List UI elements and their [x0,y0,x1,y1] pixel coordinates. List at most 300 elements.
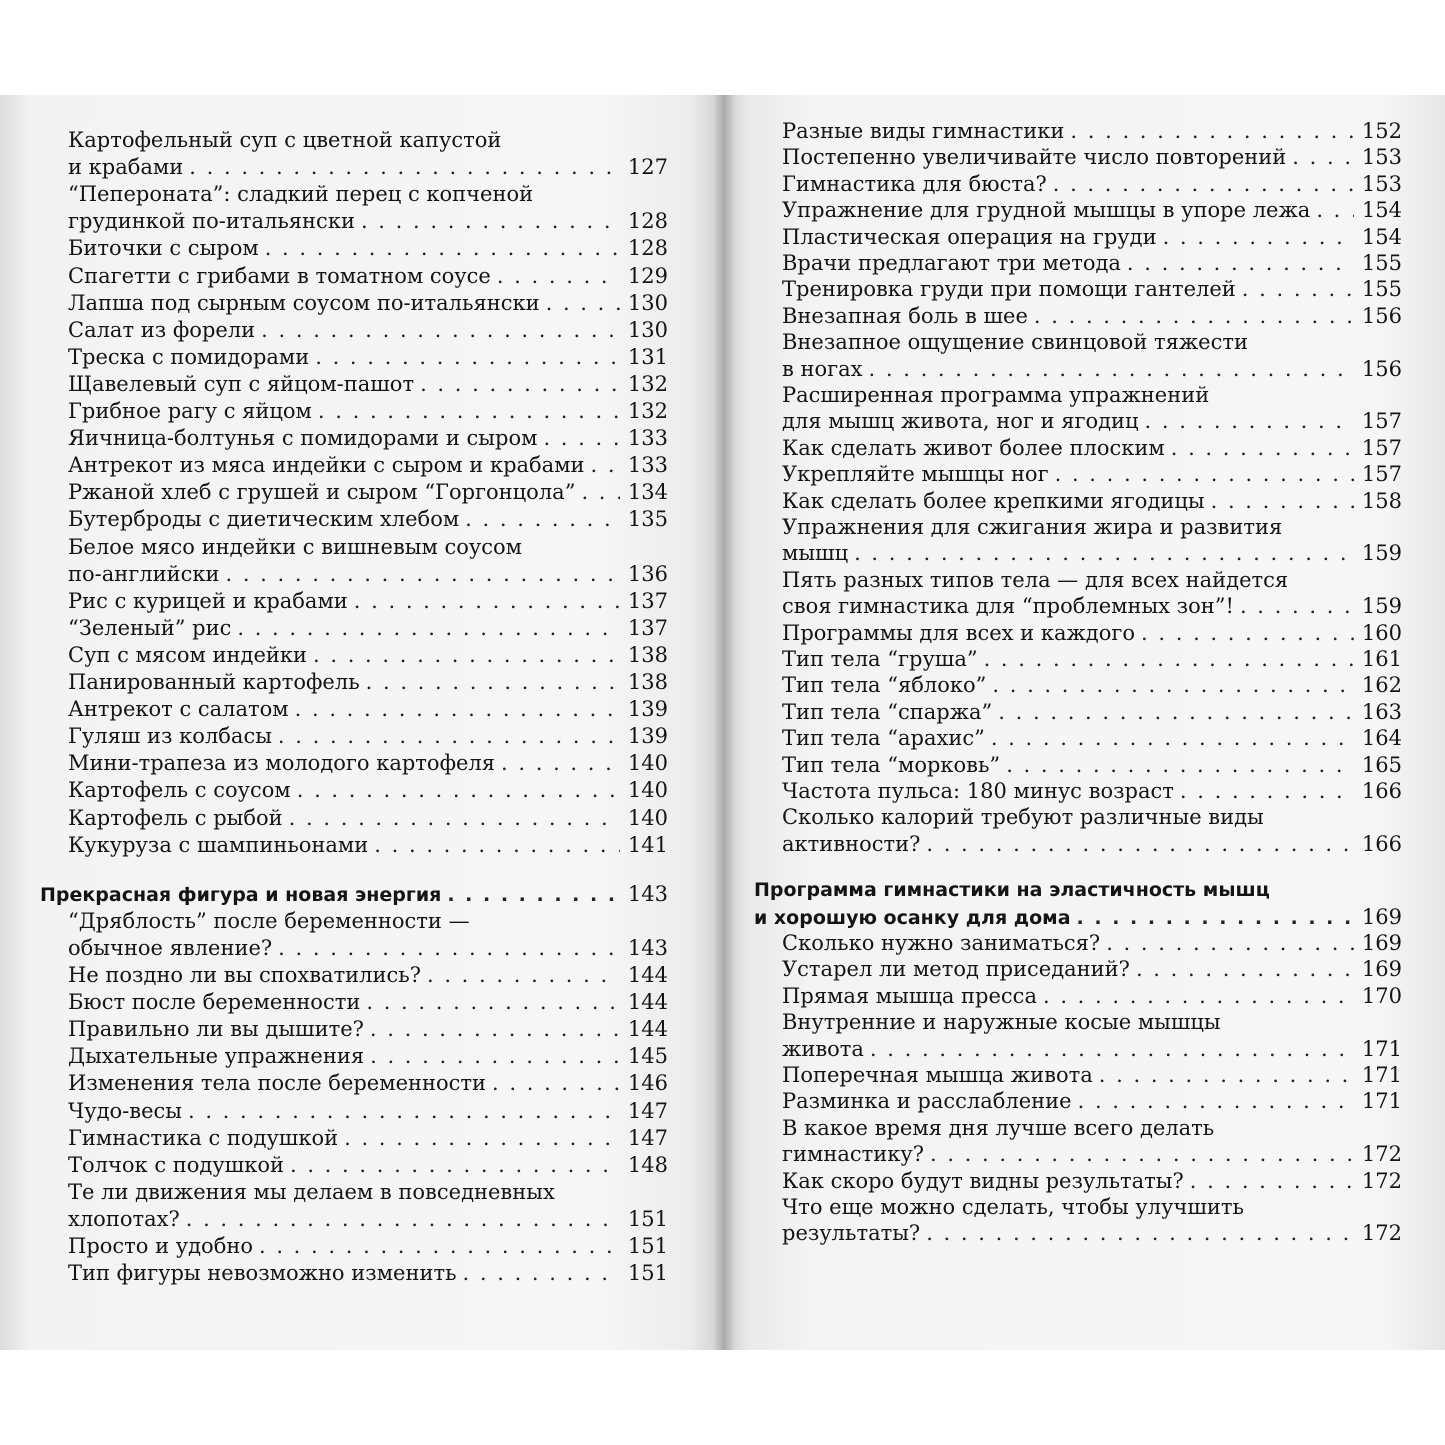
leader-dots [420,371,620,398]
page-number: 157 [1361,462,1402,487]
page-number: 135 [627,507,668,532]
page-number: 156 [1361,356,1402,381]
entry-title: Толчок с подушкой [68,1152,284,1177]
page-number: 166 [1361,779,1402,803]
toc-entry [68,1016,668,1043]
entry-title: Пластическая операция на груди [782,224,1157,249]
leader-dots [188,1098,620,1125]
page-number: 143 [627,935,668,960]
leader-dots [926,831,1354,858]
page-number: 140 [627,778,668,803]
page-number: 154 [1361,198,1402,223]
page-number: 130 [627,290,668,315]
entry-title: Упражнение для грудной мышцы в упоре лежа [782,198,1311,223]
page-number: 154 [1361,224,1402,249]
page-number: 155 [1361,277,1402,302]
entry-title: Панированный картофель [68,670,360,694]
entry-title: Сколько калорий требуют различные виды [782,805,1264,830]
page-number: 157 [1361,409,1402,434]
leader-dots [1171,435,1354,462]
entry-title: Рис с курицей и крабами [68,588,348,613]
toc-entry [68,208,668,235]
entry-title: Разминка и расслабление [782,1089,1072,1114]
toc-entry [68,989,668,1016]
toc-entry [68,1152,668,1179]
toc-entry [68,1043,668,1070]
toc-entry [68,154,668,181]
toc-entry [782,514,1402,541]
entry-title: Тип тела “арахис” [782,726,985,751]
leader-dots [344,1125,620,1152]
leader-dots [447,882,620,909]
entry-title: Картофель с соусом [68,778,291,803]
leader-dots [1211,488,1354,515]
page-number: 153 [1361,171,1402,196]
entry-title: грудинкой по-итальянски [68,209,355,234]
entry-title: Тип тела “спаржа” [782,699,993,724]
toc-entry [782,646,1402,673]
entry-title: Бутерброды с диетическим хлебом [68,507,460,532]
toc-entry [68,534,668,561]
section-title: Программа гимнастики на эластичность мышц [754,879,1270,902]
page-number: 151 [627,1206,668,1231]
page-number: 161 [1361,647,1402,671]
toc-entry [782,197,1402,224]
entry-title: Биточки с сыром [68,236,259,261]
toc-entry [782,804,1402,831]
leader-dots [930,1141,1354,1168]
entry-title: Гимнастика с подушкой [68,1125,339,1150]
toc-entry [68,642,668,669]
entry-title: Суп с мясом индейки [68,642,307,667]
toc-entry [782,1009,1402,1036]
toc-entry [68,1233,668,1260]
entry-title: Не поздно ли вы спохватились? [68,963,421,987]
leader-dots [1180,778,1354,805]
toc-entry [68,344,668,371]
entry-title: Тип тела “груша” [782,647,978,671]
toc-entry [68,479,668,506]
toc-entry [782,1220,1402,1247]
page-number: 158 [1361,488,1402,513]
entry-title: В какое время дня лучше всего делать [782,1115,1215,1140]
leader-dots [984,646,1354,673]
leader-dots [926,1220,1354,1247]
entry-title: Гуляш из колбасы [68,724,272,749]
toc-entry [782,1036,1402,1063]
page-number: 128 [627,209,668,234]
leader-dots [501,750,620,777]
toc-entry [782,435,1402,462]
leader-dots [991,725,1354,752]
entry-title: активности? [782,831,921,856]
leader-dots [289,805,620,832]
page-number: 147 [627,1098,668,1123]
entry-title: Укрепляйте мышцы ног [782,462,1049,487]
leader-dots [366,669,620,696]
leader-dots [237,615,620,642]
leader-dots [1053,171,1354,198]
leader-dots [297,777,620,804]
entry-title: Кукуруза с шампиньонами [68,832,369,857]
toc-entry [782,171,1402,198]
entry-title: обычное явление? [68,935,273,960]
leader-dots [1127,250,1354,277]
leader-dots [854,540,1354,567]
entry-title: Те ли движения мы делаем в повседневных [68,1179,555,1204]
leader-dots [1077,905,1354,932]
page-number: 146 [627,1071,668,1096]
toc-entry [782,118,1402,145]
entry-title: для мышц живота, ног и ягодиц [782,409,1139,434]
toc-entry [782,567,1402,594]
right-page [722,95,1445,1350]
leader-dots [427,962,620,989]
leader-dots [546,290,620,317]
entry-title: Упражнения для сжигания жира и развития [782,515,1283,539]
toc-entry [782,250,1402,277]
entry-title: Сколько нужно заниматься? [782,931,1101,955]
leader-dots [225,561,619,588]
leader-dots [186,1206,620,1233]
page-number: 132 [627,371,668,396]
toc-entry [68,425,668,452]
page-number: 137 [627,615,668,640]
leader-dots [1034,303,1354,330]
entry-title: “Пеперонатa”: сладкий перец с копченой [68,182,534,207]
toc-entry [68,832,668,859]
toc-entry [782,983,1402,1010]
toc-entry [782,672,1402,699]
leader-dots [318,398,620,425]
leader-dots [259,1233,620,1260]
entry-title: Ржаной хлеб с грушей и сыром “Горгонцола” [68,480,576,505]
entry-title: результаты? [782,1221,921,1246]
page-number: 134 [627,480,668,505]
toc-entry [68,615,668,642]
page-number: 155 [1361,251,1402,275]
entry-title: Устарел ли метод приседаний? [782,957,1130,982]
page-number: 159 [1361,541,1402,566]
leader-dots [1136,956,1354,983]
entry-title: Прямая мышца пресса [782,983,1037,1008]
page-number: 143 [627,881,668,906]
page-number: 129 [627,263,668,288]
toc-entry [68,1070,668,1097]
toc-entry [782,1088,1402,1115]
toc-entry [68,1098,668,1125]
leader-dots [992,672,1354,699]
page-number: 139 [627,724,668,749]
entry-title: Постепенно увеличивайте число повторений [782,145,1287,170]
page-number: 171 [1361,1089,1402,1114]
page-number: 130 [627,317,668,342]
toc-entry [782,303,1402,330]
page-number: 170 [1361,983,1402,1008]
leader-dots [1106,930,1354,957]
leader-dots [278,723,620,750]
toc-entry [782,620,1402,647]
page-number: 172 [1361,1142,1402,1167]
toc-entry [782,488,1402,515]
toc-entry [782,461,1402,488]
entry-title: Как скоро будут видны результаты? [782,1168,1184,1193]
leader-dots [998,699,1354,726]
leader-dots [315,344,620,371]
toc-entry [68,962,668,989]
toc-entry [782,408,1402,435]
leader-dots [463,1260,620,1287]
toc-entry [68,371,668,398]
toc-entry [68,235,668,262]
toc-entry [68,561,668,588]
toc-entry [782,144,1402,171]
toc-section-heading [754,877,1402,904]
leader-dots [869,356,1354,383]
leader-dots [313,642,620,669]
leader-dots [497,263,620,290]
page-number: 147 [627,1125,668,1150]
toc-entry [68,1125,668,1152]
toc-entry [782,752,1402,779]
toc-entry [68,290,668,317]
page-number: 127 [627,155,668,180]
page-number: 157 [1361,435,1402,460]
leader-dots [581,479,619,506]
page-number: 163 [1361,699,1402,724]
toc-entry [68,398,668,425]
leader-dots [290,1152,620,1179]
left-page [0,95,722,1350]
toc-entry [782,1141,1402,1168]
entry-title: Правильно ли вы дышите? [68,1017,364,1042]
toc-entry [782,699,1402,726]
entry-title: Картофель с рыбой [68,805,283,830]
page-number: 128 [627,236,668,261]
toc-entry [782,1168,1402,1195]
leader-dots [295,696,620,723]
entry-title: Спагетти с грибами в томатном соусе [68,263,491,288]
toc-entry [68,1206,668,1233]
leader-dots [265,235,620,262]
toc-entry [68,805,668,832]
entry-title: гимнастику? [782,1142,924,1167]
entry-title: в ногах [782,356,863,381]
entry-title: мышц [782,541,849,566]
entry-title: Просто и удобно [68,1234,253,1258]
page-number: 141 [627,832,668,857]
toc-entry [782,224,1402,251]
entry-title: Тип тела “яблоко” [782,673,987,698]
page-number: 159 [1361,594,1402,619]
toc-entry [68,588,668,615]
toc-entry [68,723,668,750]
entry-title: Антрекот из мяса индейки с сыром и крабами [68,453,585,478]
leader-dots [1043,983,1354,1010]
entry-title: Треска с помидорами [68,344,310,369]
leader-dots [261,317,620,344]
toc-entry [782,593,1402,620]
entry-title: и крабами [68,155,184,180]
toc-entry [782,831,1402,858]
leader-dots [374,832,620,859]
leader-dots [1240,593,1354,620]
page-number: 169 [1361,931,1402,955]
page-number: 165 [1361,752,1402,777]
leader-dots [366,989,620,1016]
toc-entry [782,382,1402,409]
leader-dots [1242,276,1354,303]
entry-title: “Зеленый” рис [68,615,232,640]
leader-dots [1078,1088,1354,1115]
entry-title: хлопотах? [68,1206,180,1231]
page-number: 171 [1361,1036,1402,1061]
leader-dots [1145,408,1354,435]
toc-entry [68,1260,668,1287]
page-number: 140 [627,805,668,830]
entry-title: Пять разных типов тела — для всех найдется [782,567,1289,592]
page-number: 169 [1361,957,1402,982]
entry-title: Тренировка груди при помощи гантелей [782,277,1236,302]
leader-dots [1292,144,1354,171]
page-number: 132 [627,399,668,423]
page-number: 138 [627,670,668,694]
page-number: 156 [1361,303,1402,328]
leader-dots [465,506,620,533]
page-number: 172 [1361,1221,1402,1246]
toc-entry [68,506,668,533]
entry-title: Салат из форели [68,317,256,342]
page-number: 151 [627,1234,668,1258]
section-title: и хорошую осанку для дома [754,906,1071,929]
leader-dots [1070,118,1354,145]
toc-entry [782,276,1402,303]
page-number: 133 [627,426,668,451]
page-number: 144 [627,990,668,1015]
entry-title: “Дряблость” после беременности — [68,908,470,933]
entry-title: Что еще можно сделать, чтобы улучшить [782,1195,1244,1219]
leader-dots [591,452,620,479]
toc-entry [68,669,668,696]
leader-dots [1141,620,1354,647]
page-number: 133 [627,453,668,478]
entry-title: Щавелевый суп с яйцом-пашот [68,371,415,396]
page-number: 164 [1361,726,1402,751]
toc-entry [68,696,668,723]
toc-section-heading [754,904,1402,932]
leader-dots [1316,197,1354,224]
entry-title: Белое мясо индейки с вишневым соусом [68,534,523,559]
toc-section-heading [40,881,668,909]
toc-entry [68,908,668,935]
page-number: 139 [627,697,668,722]
toc-entry [68,1179,668,1206]
page-number: 144 [627,1017,668,1042]
toc-entry [782,956,1402,983]
page-number: 136 [627,561,668,586]
entry-title: Чудо-весы [68,1098,182,1123]
entry-title: Антрекот с салатом [68,697,289,722]
page-number: 137 [627,588,668,613]
entry-title: Поперечная мышца живота [782,1063,1093,1087]
entry-title: Тип фигуры невозможно изменить [68,1261,457,1286]
leader-dots [189,154,620,181]
entry-title: Бюст после беременности [68,990,361,1015]
entry-title: Тип тела “морковь” [782,752,1001,777]
page-number: 152 [1361,119,1402,143]
entry-title: Врачи предлагают три метода [782,251,1121,275]
leader-dots [543,425,619,452]
leader-dots [492,1070,620,1097]
entry-title: Внутренние и наружные косые мышцы [782,1010,1221,1035]
entry-title: Программы для всех и каждого [782,620,1136,645]
toc-entry [68,452,668,479]
entry-title: Частота пульса: 180 минус возраст [782,779,1174,803]
leader-dots [1099,1062,1354,1089]
leader-dots [870,1036,1354,1063]
toc-entry [68,317,668,344]
entry-title: по-английски [68,561,220,586]
entry-title: Дыхательные упражнения [68,1044,365,1069]
leader-dots [1055,461,1354,488]
toc-entry [782,1062,1402,1089]
toc-entry [782,778,1402,805]
entry-title: Картофельный суп с цветной капустой [68,128,502,152]
leader-dots [354,588,620,615]
page-number: 160 [1361,620,1402,645]
toc-entry [68,777,668,804]
toc-entry [782,1194,1402,1221]
toc-entry [68,750,668,777]
book-gutter [713,95,735,1350]
toc-entry [782,540,1402,567]
section-title: Прекрасная фигура и новая энергия [40,883,442,906]
leader-dots [1163,224,1354,251]
page-number: 169 [1361,904,1402,929]
entry-title: своя гимнастика для “проблемных зон”! [782,594,1234,619]
toc-entry [68,181,668,208]
leader-dots [370,1016,620,1043]
toc-entry [782,329,1402,356]
entry-title: Яичница-болтунья с помидорами и сыром [68,426,538,451]
leader-dots [1006,752,1354,779]
leader-dots [1190,1168,1354,1195]
leader-dots [278,935,620,962]
entry-title: Внезапное ощущение свинцовой тяжести [782,330,1248,355]
entry-title: Расширенная программа упражнений [782,383,1210,407]
leader-dots [370,1043,620,1070]
page-number: 151 [627,1261,668,1286]
entry-title: Как сделать более крепкими ягодицы [782,488,1205,513]
page-number: 166 [1361,831,1402,856]
entry-title: Как сделать живот более плоским [782,435,1165,460]
page-number: 172 [1361,1168,1402,1193]
page-number: 131 [627,344,668,369]
page-number: 148 [627,1152,668,1177]
page-number: 162 [1361,673,1402,698]
entry-title: Лапша под сырным соусом по-итальянски [68,290,540,315]
page-number: 171 [1361,1063,1402,1087]
entry-title: живота [782,1036,864,1061]
toc-entry [782,356,1402,383]
page-number: 138 [627,642,668,667]
toc-entry [782,930,1402,957]
toc-entry [68,263,668,290]
entry-title: Мини-трапеза из молодого картофеля [68,751,496,776]
toc-entry [68,935,668,962]
page-number: 140 [627,751,668,776]
leader-dots [361,208,620,235]
